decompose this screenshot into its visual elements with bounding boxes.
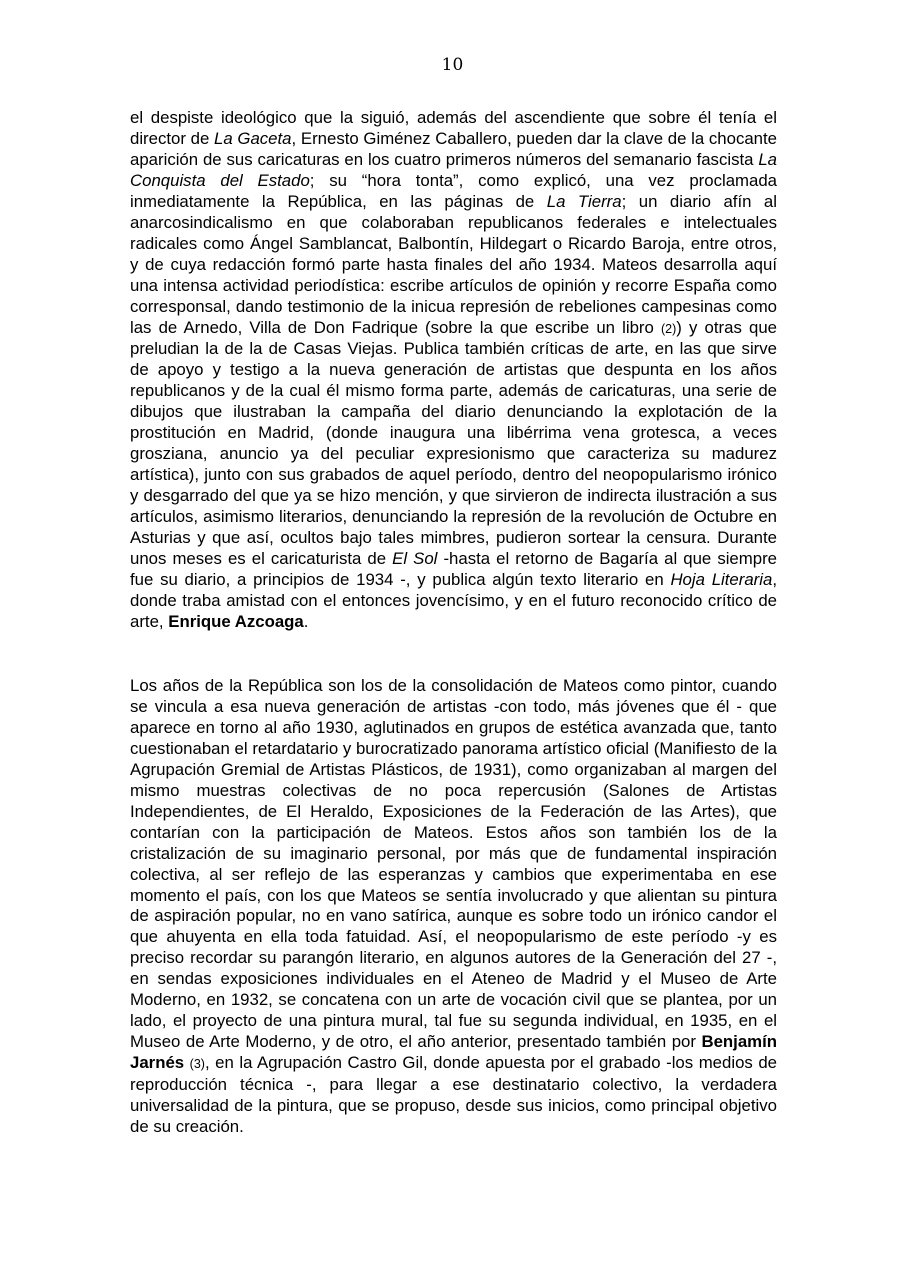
paragraph-2 bbox=[130, 676, 777, 1138]
periodical-title-la-tierra: La Tierra bbox=[546, 191, 622, 211]
text-run: ; su “hora tonta”, como explicó, una vez proclamada inmediatamente la República, en las páginas de bbox=[130, 170, 777, 211]
text-run: ) y otras que preludian la de la de Casas Viejas. Publica también críticas de arte, en las que sirve de apoyo y testigo a la nueva generación de artistas que despunta en los años republicanos y de la cual él mismo forma parte, además de caricaturas, una serie de dibujos que ilustraban la campaña del diario denunciando la explotación de la prostitución en Madrid, (donde inaugura una libérrima vena grotesca, a veces grosziana, anuncio ya del peculiar expresionismo que caracteriza su madurez artística), junto con sus grabados de aquel período, dentro del neopopularismo irónico y desgarrado del que ya se hizo mención, y que sirvieron de indirecta ilustración a sus artículos, asimismo literarios, denunciando la represión de la revolución de Octubre en Asturias y que así, ocultos bajo tales mimbres, pudieron sortear la censura. Durante unos meses es el caricaturista de bbox=[130, 317, 777, 569]
text-run: ; un diario afín al anarcosindicalismo en que colaboraban republicanos federales e intelectuales radicales como Ángel Samblancat, Balbontín, Hildegart o Ricardo Baroja, entre otros, y de cuya redacción formó parte hasta finales del año 1934. Mateos desarrolla aquí una intensa actividad periodística: escribe artículos de opinión y recorre España como corresponsal, dando testimonio de la inicua represión de rebeliones campesinas como las de Arnedo, Villa de Don Fadrique (sobre la que escribe un libro bbox=[130, 191, 777, 337]
name-enrique-azcoaga: Enrique Azcoaga bbox=[168, 611, 304, 631]
text-run: -hasta el retorno de Bagaría al que siempre fue su diario, a principios de 1934 -, y publica algún texto literario en bbox=[130, 549, 777, 589]
footnote-ref-3: (3) bbox=[189, 1057, 205, 1072]
text-run: el despiste ideológico que la siguió, además del ascendiente que sobre él tenía el director de bbox=[130, 108, 777, 148]
text-run: , donde traba amistad con el entonces jovencísimo, y en el futuro reconocido crítico de arte, bbox=[130, 569, 777, 631]
footnote-ref-2: (2) bbox=[661, 321, 677, 336]
name-benjamin-jarnes: Benjamín Jarnés bbox=[130, 1032, 777, 1073]
periodical-title-la-gaceta: La Gaceta bbox=[214, 128, 292, 148]
periodical-title-hoja-literaria: Hoja Literaria bbox=[670, 569, 773, 589]
text-run: , Ernesto Giménez Caballero, pueden dar la clave de la chocante aparición de sus caricaturas en los cuatro primeros números del semanario fascista bbox=[130, 128, 777, 169]
page-number: 10 bbox=[441, 55, 464, 75]
text-run: Los años de la República son los de la consolidación de Mateos como pintor, cuando se vincula a esa nueva generación de artistas -con todo, más jóvenes que él - que aparece en torno al año 1930, aglutinados en grupos de estética avanzada que, tanto cuestionaban el retardatario y burocratizado panorama artístico oficial (Manifiesto de la Agrupación Gremial de Artistas Plásticos, de 1931), como organizaban al margen del mismo muestras colectivas de no poca repercusión (Salones de Artistas Independientes, de El Heraldo, Exposiciones de la Federación de las Artes), que contarían con la participación de Mateos. Estos años son también los de la cristalización de su imaginario personal, por más que de fundamental inspiración colectiva, al ser reflejo de las esperanzas y cambios que experimentaba en ese momento el país, con los que Mateos se sentía involucrado y que alientan su pintura de aspiración popular, no en vano satírica, aunque es sobre todo un irónico candor el que ahuyenta en ella toda fatuidad. Así, el neopopularismo de este período -y es preciso recordar su parangón literario, en algunos autores de la Generación del 27 -, en sendas exposiciones individuales en el Ateneo de Madrid y el Museo de Arte Moderno, en 1932, se concatena con un arte de vocación civil que se plantea, por un lado, el proyecto de una pintura mural, tal fue su segunda individual, en 1935, en el Museo de Arte Moderno, y de otro, el año anterior, presentado también por bbox=[130, 676, 777, 1052]
paragraph-1 bbox=[130, 108, 777, 633]
periodical-title-la-conquista-del-estado: La Conquista del Estado bbox=[130, 149, 777, 190]
periodical-title-el-sol: El Sol bbox=[392, 549, 438, 569]
text-run: . bbox=[303, 611, 309, 631]
text-run: , en la Agrupación Castro Gil, donde apuesta por el grabado -los medios de reproducción técnica -, para llegar a ese destinatario colectivo, la verdadera universalidad de la pintura, que se propuso, desde sus inicios, como principal objetivo de su creación. bbox=[130, 1053, 777, 1137]
